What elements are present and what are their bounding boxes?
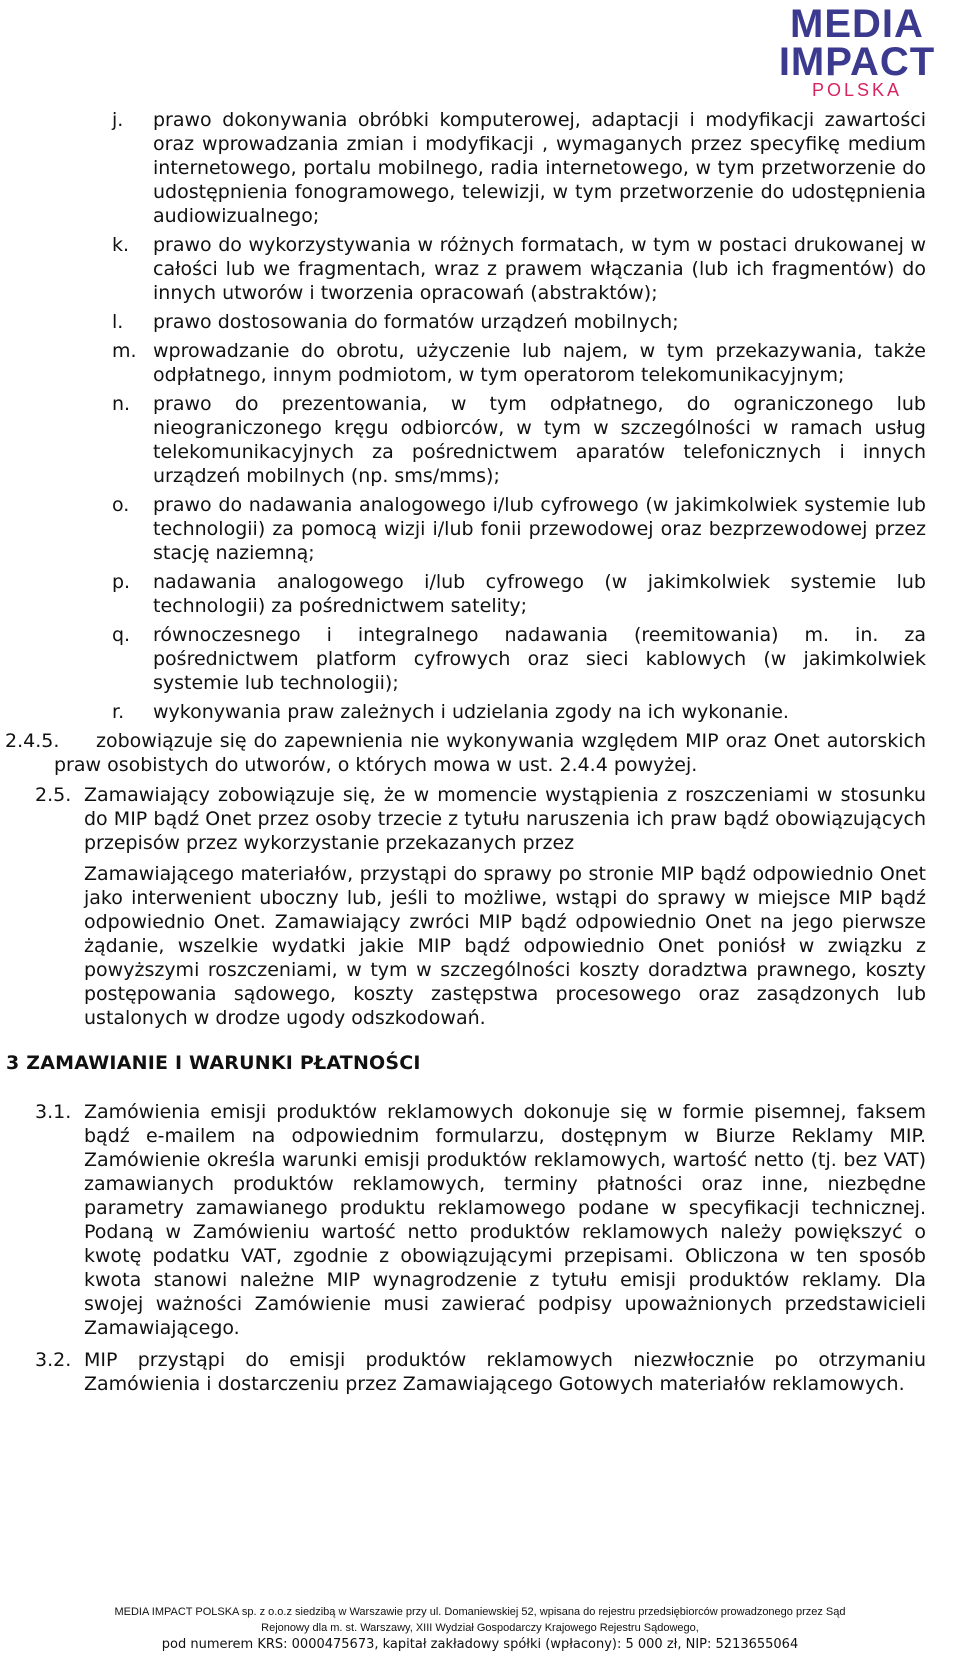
list-item (0, 493, 960, 565)
section-number: 2.5. (35, 784, 72, 806)
section-3-2 (0, 1348, 960, 1396)
list-item (0, 570, 960, 618)
section-3-1 (0, 1100, 960, 1340)
document-body (0, 108, 960, 1396)
section-2-4-5 (0, 729, 960, 777)
list-item-text: prawo do wykorzystywania w różnych formatach, w tym w postaci drukowanej w całości lub we fragmentach, wraz z prawem włączania (lub ich fragmentów) do innych utworów i tworzenia opracowań (abstraktów); (153, 234, 926, 304)
section-heading: 3 ZAMAWIANIE I WARUNKI PŁATNOŚCI (6, 1052, 421, 1074)
list-item (0, 108, 960, 228)
list-item-marker: q. (112, 624, 131, 646)
footer-line-1: MEDIA IMPACT POLSKA sp. z o.o.z siedzibą w Warszawie przy ul. Domaniewskiej 52, wpisana do rejestru przedsiębiorców prowadzonego przez Sąd (114, 1606, 846, 1618)
list-item-marker: o. (112, 494, 130, 516)
list-item-marker: k. (112, 234, 130, 256)
list-item-text: prawo do nadawania analogowego i/lub cyfrowego (w jakimkolwiek systemie lub technologii) za pomocą wizji i/lub fonii przewodowej oraz bezprzewodowej przez stację naziemną; (153, 494, 926, 564)
list-item-text: prawo dostosowania do formatów urządzeń mobilnych; (153, 311, 679, 333)
section-text: Zamawiający zobowiązuje się, że w momencie wystąpienia z roszczeniami w stosunku do MIP bądź Onet przez osoby trzecie z tytułu naruszenia ich praw bądź obowiązujących przepisów przez wykorzystanie przekazanych przez (84, 784, 926, 854)
section-2-5 (0, 783, 960, 1030)
logo-line-media: MEDIA (790, 2, 924, 46)
list-item-marker: m. (112, 340, 137, 362)
footer-line-3: pod numerem KRS: 0000475673, kapitał zakładowy spółki (wpłacony): 5 000 zł, NIP: 5213655064 (161, 1637, 799, 1652)
list-item (0, 339, 960, 387)
list-item-marker: p. (112, 571, 131, 593)
list-item-text: nadawania analogowego i/lub cyfrowego (w jakimkolwiek systemie lub technologii) za pośrednictwem satelity; (153, 571, 926, 617)
list-item-text: prawo do prezentowania, w tym odpłatnego, do ograniczonego lub nieograniczonego kręgu odbiorców, w tym w szczególności w ramach usług telekomunikacyjnych za pośrednictwem aparatów telefonicznych i innych urządzeń mobilnych (np. sms/mms); (153, 393, 926, 487)
list-item-marker: l. (112, 311, 124, 333)
list-item-text: równoczesnego i integralnego nadawania (reemitowania) m. in. za pośrednictwem platform cyfrowych oraz sieci kablowych (w jakimkolwiek systemie lub technologii); (153, 624, 926, 694)
section-text: Zamówienia emisji produktów reklamowych dokonuje się w formie pisemnej, faksem bądź e-mailem na odpowiednim formularzu, dostępnym w Biurze Reklamy MIP. Zamówienie określa warunki emisji produktów reklamowych, wartość netto (tj. bez VAT) zamawianych produktów reklamowych, terminy płatności oraz inne, niezbędne parametry zamawianego produktu reklamowego podane w specyfikacji technicznej. Podaną w Zamówieniu wartość netto produktów reklamowych należy powiększyć o kwotę podatku VAT, zgodnie z obowiązującymi przepisami. Obliczona w ten sposób kwota stanowi należne MIP wynagrodzenie z tytułu emisji produktów reklamy. Dla swojej ważności Zamówienie musi zawierać podpisy upoważnionych przedstawicieli Zamawiającego. (84, 1101, 926, 1339)
list-item (0, 392, 960, 488)
footer-line-2: Rejonowy dla m. st. Warszawy, XIII Wydział Gospodarczy Krajowego Rejestru Sądowego, (261, 1622, 699, 1634)
list-item-marker: j. (112, 109, 124, 131)
section-number: 2.4.5. (5, 730, 60, 752)
logo-line-impact: IMPACT (778, 40, 936, 84)
list-item-text: wykonywania praw zależnych i udzielania zgody na ich wykonanie. (153, 701, 789, 723)
list-item (0, 233, 960, 305)
section-text: MIP przystąpi do emisji produktów reklamowych niezwłocznie po otrzymaniu Zamówienia i dostarczeniu przez Zamawiającego Gotowych materiałów reklamowych. (84, 1349, 926, 1395)
page-footer (0, 1604, 960, 1654)
list-item-text: wprowadzanie do obrotu, użyczenie lub najem, w tym przekazywania, także odpłatnego, innym podmiotom, w tym operatorom telekomunikacyjnym; (153, 340, 926, 386)
list-item-marker: r. (112, 701, 125, 723)
list-item (0, 623, 960, 695)
list-item-marker: n. (112, 393, 131, 415)
section-text: zobowiązuje się do zapewnienia nie wykonywania względem MIP oraz Onet autorskich praw osobistych do utworów, o których mowa w ust. 2.4.4 powyżej. (54, 730, 926, 776)
list-item (0, 700, 960, 724)
media-impact-logo (772, 4, 942, 99)
section-text-continued: Zamawiającego materiałów, przystąpi do sprawy po stronie MIP bądź odpowiednio Onet jako interwenient uboczny lub, jeśli to możliwe, wstąpi do sprawy w miejsce MIP bądź odpowiednio Onet. Zamawiający zwróci MIP bądź odpowiednio Onet na jego pierwsze żądanie, wszelkie wydatki jakie MIP bądź odpowiednio Onet poniósł w związku z powyższymi roszczeniami, w tym w szczególności koszty doradztwa prawnego, koszty postępowania sądowego, koszty zastępstwa procesowego oraz zasądzonych lub ustalonych w drodze ugody odszkodowań. (84, 863, 926, 1029)
list-item (0, 310, 960, 334)
section-number: 3.2. (35, 1349, 72, 1371)
section-number: 3.1. (35, 1101, 72, 1123)
list-item-text: prawo dokonywania obróbki komputerowej, adaptacji i modyfikacji zawartości oraz wprowadzania zmian i modyfikacji , wymaganych przez specyfikę medium internetowego, portalu mobilnego, radia internetowego, w tym przetworzenie do udostępnienia fonogramowego, telewizji, w tym przetworzenie do udostępnienia audiowizualnego; (153, 109, 926, 227)
logo-line-polska: POLSKA (811, 80, 903, 100)
